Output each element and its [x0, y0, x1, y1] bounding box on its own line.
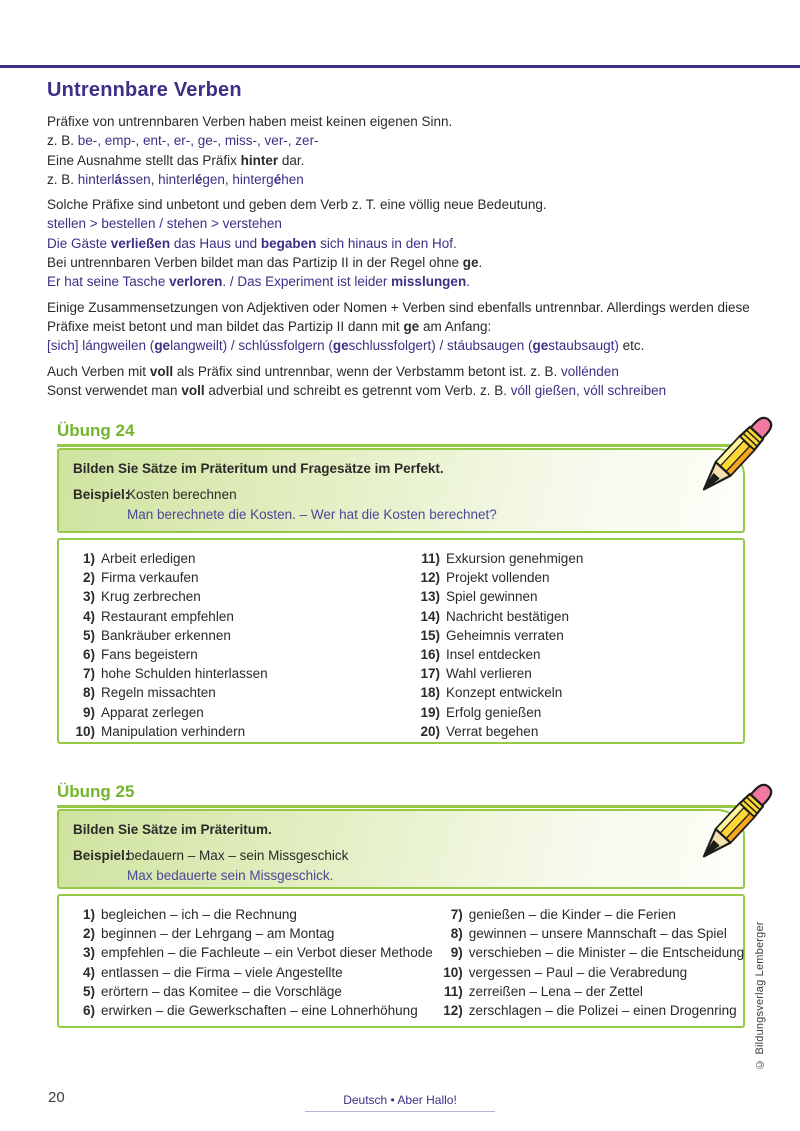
copyright-vertical: © Bildungsverlag Lemberger [754, 921, 766, 1070]
list-item [433, 943, 744, 962]
list-item [65, 587, 410, 606]
list-item-text: Projekt vollenden [446, 570, 550, 586]
list-item-number: 10) [75, 723, 95, 739]
list-item-number: 18) [420, 685, 440, 701]
list-item [433, 924, 744, 943]
list-item-number: 7) [82, 666, 95, 682]
pencil-icon [686, 398, 786, 513]
list-item [433, 963, 744, 982]
list-item-text: Manipulation verhindern [101, 723, 246, 739]
list-item-text: genießen – die Kinder – die Ferien [468, 907, 676, 922]
list-item-number: 8) [82, 685, 95, 701]
list-item-text: hohe Schulden hinterlassen [101, 666, 268, 682]
list-item-number: 5) [82, 627, 95, 643]
page-title: Untrennbare Verben [47, 79, 242, 101]
list-item-text: Geheimnis verraten [446, 627, 564, 643]
uebung24-instruction-box [57, 448, 745, 533]
list-item-number: 6) [82, 1003, 95, 1019]
example-label: Beispiel: [73, 848, 130, 863]
text-line: Einige Zusammensetzungen von Adjektiven oder Nomen + Verben sind ebenfalls untrennbar. Allerdings werden diese Präfixe meist betont und man bildet das Partizip II dann mit ge am Anfang: [47, 299, 750, 334]
list-item-number: 1) [82, 551, 95, 566]
list-item-number: 11) [421, 551, 440, 566]
example-answer: Man berechnete die Kosten. – Wer hat die Kosten berechnet? [127, 506, 497, 522]
list-item-text: Regeln missachten [101, 685, 216, 701]
uebung24-instruction: Bilden Sie Sätze im Präteritum und Fragesätze im Perfekt. [73, 461, 444, 476]
list-item [410, 722, 583, 741]
list-item-text: Apparat zerlegen [101, 704, 204, 720]
list-item-number: 2) [82, 570, 95, 586]
list-item-text: empfehlen – die Fachleute – ein Verbot dieser Methode [101, 945, 433, 961]
pencil-icon [686, 765, 786, 880]
list-item-number: 12) [443, 1003, 463, 1019]
text-line: Bei untrennbaren Verben bildet man das Partizip II in der Regel ohne ge. [47, 255, 483, 271]
list-item-text: erwirken – die Gewerkschaften – eine Lohnerhöhung [101, 1003, 418, 1019]
uebung25-instruction: Bilden Sie Sätze im Präteritum. [73, 822, 272, 837]
list-item-text: Firma verkaufen [101, 570, 199, 586]
list-item-text: begleichen – ich – die Rechnung [101, 907, 297, 922]
uebung25-instruction-box [57, 809, 745, 889]
intro-paragraph [47, 112, 761, 189]
list-item-text: Krug zerbrechen [101, 589, 201, 605]
list-item [65, 982, 433, 1001]
top-rule [0, 65, 800, 68]
list-item-text: gewinnen – unsere Mannschaft – das Spiel [468, 926, 727, 942]
text-line: stellen > bestellen / stehen > verstehen [47, 216, 282, 232]
list-item-text: vergessen – Paul – die Verabredung [468, 964, 688, 980]
list-item-text: Wahl verlieren [446, 666, 532, 682]
list-item [65, 568, 410, 587]
list-item-number: 2) [82, 926, 95, 942]
list-item [65, 905, 433, 924]
uebung25-items-col2 [433, 905, 744, 1026]
uebung25-title: Übung 25 [57, 782, 135, 801]
footer-page-number: 20 [48, 1089, 65, 1106]
footer-book-title: Deutsch • Aber Hallo! [343, 1093, 457, 1107]
uebung24-title: Übung 24 [57, 421, 135, 440]
list-item-text: verschieben – die Minister – die Entscheidung [468, 945, 745, 961]
text-line: z. B. be-, emp-, ent-, er-, ge-, miss-, ver-, zer- [47, 133, 319, 149]
list-item-number: 9) [82, 704, 95, 720]
list-item-text: Verrat begehen [446, 723, 539, 739]
text-line: Sonst verwendet man voll adverbial und schreibt es getrennt vom Verb. z. B. vóll gießen, vóll schreiben [47, 382, 667, 398]
example-task: bedauern – Max – sein Missgeschick [127, 848, 349, 863]
list-item-text: Restaurant empfehlen [101, 608, 234, 624]
list-item-number: 4) [82, 964, 95, 980]
list-item-text: Bankräuber erkennen [101, 627, 231, 643]
list-item-number: 12) [420, 570, 440, 586]
text-line: z. B. hinterlássen, hinterlégen, hintergéhen [47, 171, 304, 187]
list-item-number: 20) [420, 723, 440, 739]
list-item [410, 626, 583, 645]
list-item-number: 14) [420, 608, 440, 624]
text-line: Eine Ausnahme stellt das Präfix hinter dar. [47, 152, 305, 168]
uebung25-example [73, 846, 729, 885]
list-item-number: 7) [450, 907, 463, 922]
uebung24-items-col2 [410, 549, 583, 742]
uebung24-title-rule [57, 444, 745, 447]
intro-paragraph [47, 362, 761, 401]
list-item-text: Erfolg genießen [446, 704, 542, 720]
list-item-number: 5) [82, 983, 95, 999]
list-item [65, 626, 410, 645]
uebung25-items-col1 [65, 905, 433, 1026]
list-item [65, 549, 410, 568]
list-item-number: 6) [82, 647, 95, 663]
list-item-number: 13) [420, 589, 440, 605]
list-item [410, 549, 583, 568]
text-line: Solche Präfixe sind unbetont und geben dem Verb z. T. eine völlig neue Bedeutung. [47, 197, 547, 213]
list-item [410, 568, 583, 587]
list-item [410, 645, 583, 664]
list-item-number: 19) [420, 704, 440, 720]
list-item [410, 607, 583, 626]
list-item-text: Insel entdecken [446, 647, 541, 663]
example-task: Kosten berechnen [127, 487, 237, 502]
list-item [65, 943, 433, 962]
list-item [65, 664, 410, 683]
list-item-number: 9) [450, 945, 463, 961]
list-item [65, 683, 410, 702]
list-item-text: entlassen – die Firma – viele Angestellte [101, 964, 343, 980]
example-label: Beispiel: [73, 487, 130, 502]
intro-text [47, 112, 761, 400]
text-line: [sich] lángweilen (gelangweilt) / schlússfolgern (geschlussfolgert) / stáubsaugen (gestaubsaugt) etc. [47, 338, 645, 354]
list-item-text: Konzept entwickeln [446, 685, 563, 701]
list-item [410, 664, 583, 683]
text-line: Er hat seine Tasche verloren. / Das Experiment ist leider misslungen. [47, 274, 470, 290]
list-item [65, 1001, 433, 1020]
list-item [65, 924, 433, 943]
uebung25-title-rule [57, 805, 745, 808]
list-item-number: 4) [82, 608, 95, 624]
list-item-number: 11) [443, 983, 463, 999]
list-item-number: 3) [82, 589, 95, 605]
uebung24-example [73, 485, 729, 524]
footer-rule [305, 1111, 495, 1112]
intro-paragraph [47, 195, 761, 291]
list-item [433, 1001, 744, 1020]
list-item-number: 10) [443, 964, 463, 980]
list-item-text: Fans begeistern [101, 647, 198, 663]
list-item [433, 982, 744, 1001]
text-line: Die Gäste verließen das Haus und begaben sich hinaus in den Hof. [47, 235, 457, 251]
list-item-text: zerschlagen – die Polizei – einen Drogenring [468, 1003, 737, 1019]
list-item [65, 703, 410, 722]
list-item [65, 607, 410, 626]
example-answer: Max bedauerte sein Missgeschick. [127, 867, 334, 883]
text-line: Präfixe von untrennbaren Verben haben meist keinen eigenen Sinn. [47, 114, 453, 129]
text-line: Auch Verben mit voll als Präfix sind untrennbar, wenn der Verbstamm betont ist. z. B. vollénden [47, 363, 619, 379]
list-item-text: Nachricht bestätigen [446, 608, 570, 624]
list-item-text: Spiel gewinnen [446, 589, 538, 605]
list-item [410, 587, 583, 606]
list-item-number: 1) [82, 907, 95, 922]
list-item-text: Arbeit erledigen [101, 551, 196, 566]
list-item [65, 645, 410, 664]
list-item-number: 17) [420, 666, 440, 682]
list-item-text: erörtern – das Komitee – die Vorschläge [101, 983, 342, 999]
list-item-text: beginnen – der Lehrgang – am Montag [101, 926, 335, 942]
list-item [65, 963, 433, 982]
list-item-number: 15) [420, 627, 440, 643]
list-item [65, 722, 410, 741]
uebung24-items-col1 [65, 549, 410, 742]
list-item [410, 683, 583, 702]
list-item-number: 16) [420, 647, 440, 663]
list-item [433, 905, 744, 924]
list-item [410, 703, 583, 722]
uebung24-list-box [57, 538, 745, 744]
uebung25-list-box [57, 894, 745, 1028]
intro-paragraph [47, 298, 761, 356]
list-item-number: 8) [450, 926, 463, 942]
list-item-text: zerreißen – Lena – der Zettel [468, 983, 643, 999]
list-item-number: 3) [82, 945, 95, 961]
list-item-text: Exkursion genehmigen [446, 551, 584, 566]
